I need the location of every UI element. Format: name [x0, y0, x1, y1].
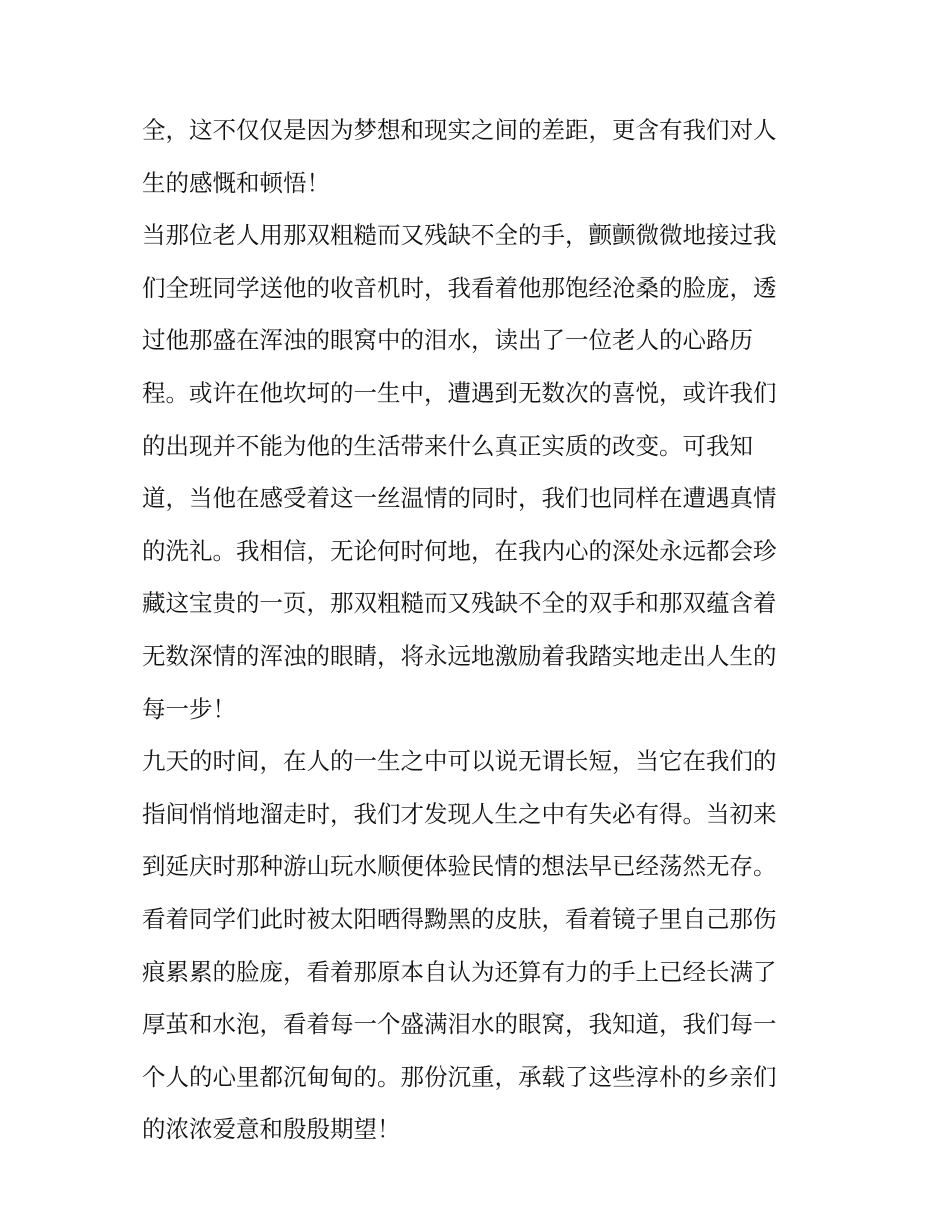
text-line: 的浓浓爱意和殷殷期望！: [142, 1115, 401, 1144]
text-line: 无数深情的浑浊的眼睛，将永远地激励着我踏实地走出人生的: [142, 641, 777, 670]
text-line: 的出现并不能为他的生活带来什么真正实质的改变。可我知: [142, 431, 753, 460]
text-line: 过他那盛在浑浊的眼窝中的泪水，读出了一位老人的心路历: [142, 326, 753, 355]
text-line: 藏这宝贵的一页，那双粗糙而又残缺不全的双手和那双蕴含着: [142, 589, 777, 618]
text-line: 全，这不仅仅是因为梦想和现实之间的差距，更含有我们对人: [142, 116, 777, 144]
text-line: 指间悄悄地溜走时，我们才发现人生之中有失必有得。当初来: [142, 799, 777, 828]
text-line: 个人的心里都沉甸甸的。那份沉重，承载了这些淳朴的乡亲们: [142, 1062, 777, 1091]
text-line: 程。或许在他坎坷的一生中，遭遇到无数次的喜悦，或许我们: [142, 378, 777, 407]
text-line: 到延庆时那种游山玩水顺便体验民情的想法早已经荡然无存。: [142, 852, 777, 881]
text-line: 们全班同学送他的收音机时，我看着他那饱经沧桑的脸庞，透: [142, 273, 777, 302]
text-line: 每一步！: [142, 694, 236, 723]
text-line: 生的感慨和顿悟！: [142, 168, 330, 197]
text-line: 的洗礼。我相信，无论何时何地，在我内心的深处永远都会珍: [142, 536, 777, 565]
text-line: 九天的时间，在人的一生之中可以说无谓长短，当它在我们的: [142, 747, 777, 776]
text-line: 当那位老人用那双粗糙而又残缺不全的手，颤颤微微地接过我: [142, 221, 777, 250]
text-line: 看着同学们此时被太阳晒得黝黑的皮肤，看着镜子里自己那伤: [142, 904, 777, 933]
text-line: 厚茧和水泡，看着每一个盛满泪水的眼窝，我知道，我们每一: [142, 1010, 777, 1039]
text-line: 道，当他在感受着这一丝温情的同时，我们也同样在遭遇真情: [142, 484, 777, 513]
body-text: [142, 104, 812, 1156]
text-line: 痕累累的脸庞，看着那原本自认为还算有力的手上已经长满了: [142, 957, 777, 986]
